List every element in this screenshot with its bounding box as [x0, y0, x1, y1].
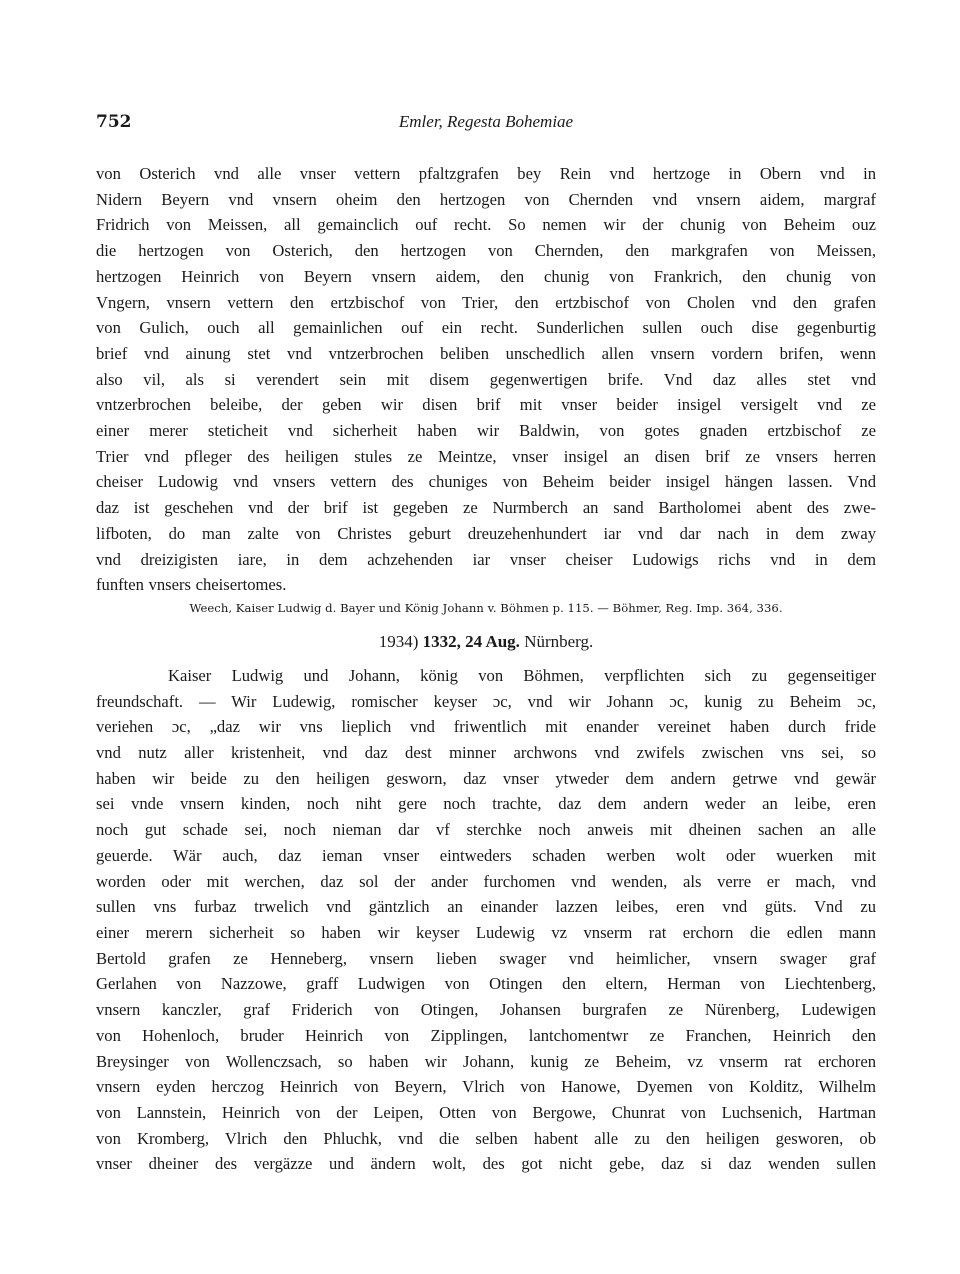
text-line: Bertold grafen ze Henneberg, vnsern lieben swager vnd heimlicher, vnsern swager graf: [96, 948, 876, 968]
running-head: [96, 112, 876, 142]
text-line: funften vnsers cheisertomes.: [96, 575, 287, 595]
text-line: die hertzogen von Osterich, den hertzogen von Chernden, den markgrafen von Meissen,: [96, 241, 876, 261]
text-line: von Kromberg, Vlrich den Phluchk, vnd die selben habent alle zu den heiligen gesworen, ob: [96, 1128, 876, 1148]
text-line: von Hohenloch, bruder Heinrich von Zipplingen, lantchomentwr ze Franchen, Heinrich den: [96, 1025, 876, 1045]
text-line: brief vnd ainung stet vnd vntzerbrochen beliben unschedlich allen vnsern vordern brifen, wenn: [96, 343, 876, 363]
text-line: einer merern sicherheit so haben wir keyser Ludewig vz vnserm rat erchorn die edlen mann: [96, 922, 876, 942]
text-line: vnd dreizigisten iare, in dem achzehenden iar vnser cheiser Ludowigs richs vnd in dem: [96, 549, 876, 569]
running-title: Emler, Regesta Bohemiae: [398, 112, 574, 131]
text-line: noch gut schade sei, noch nieman dar vf sterchke noch anweis mit dheinen sachen an alle: [96, 820, 876, 840]
text-line: veriehen ɔc, „daz wir vns lieplich vnd friwentlich mit enander vereinet haben durch fride: [96, 717, 876, 737]
text-line: von Osterich vnd alle vnser vettern pfaltzgrafen bey Rein vnd hertzoge in Obern vnd in: [96, 164, 876, 183]
text-line: also vil, als si verendert sein mit disem gegenwertigen brife. Vnd daz alles stet vnd: [96, 369, 876, 389]
text-line: vnsern kanczler, graf Friderich von Otingen, Johansen burgrafen ze Nürenberg, Ludewigen: [96, 1000, 876, 1020]
text-line: worden oder mit werchen, daz sol der ander furchomen vnd wenden, als verre er mach, vnd: [96, 871, 876, 891]
text-line: Fridrich von Meissen, all gemainclich ouf recht. So nemen wir der chunig von Beheim ouz: [96, 215, 876, 235]
text-line: Nidern Beyern vnd vnsern oheim den hertzogen von Chernden vnd vnsern aidem, margraf: [96, 189, 876, 209]
text-line: von Gulich, ouch all gemainlichen ouf ein recht. Sunderlichen sullen ouch dise gegenburtig: [96, 318, 876, 338]
text-line: haben wir beide zu den heiligen gesworn, daz vnser ytweder dem andern getrwe vnd gewär: [96, 768, 876, 788]
text-line: sullen vns furbaz trwelich vnd gäntzlich an einander lazzen leibes, eren vnd güts. Vnd zu: [96, 897, 876, 917]
text-line: einer merer steticheit vnd sicherheit haben wir Baldwin, von gotes gnaden ertzbischof ze: [96, 421, 876, 441]
entry-date: 1332, 24 Aug.: [422, 631, 520, 651]
text-line: Gerlahen von Nazzowe, graff Ludwigen von Otingen den eltern, Herman von Liechtenberg,: [96, 974, 876, 994]
entry-paragraph: [96, 663, 876, 1177]
page-number: 752: [96, 112, 132, 132]
text-line: cheiser Ludowig vnd vnsers vettern des chuniges von Beheim beider insigel hängen lassen. Vnd: [96, 472, 876, 492]
continuation-paragraph: [96, 161, 876, 598]
text-line: daz ist geschehen vnd der brif ist gegeben ze Nurmberch an sand Bartholomei abent des zwe-: [96, 498, 876, 518]
text-line: vnser dheiner des vergäzze und ändern wolt, des got nicht gebe, daz si daz wenden sullen: [96, 1154, 876, 1174]
text-line: hertzogen Heinrich von Beyern vnsern aidem, den chunig von Frankrich, den chunig von: [96, 266, 876, 286]
text-line: Breysinger von Wollenczsach, so haben wir Johann, kunig ze Beheim, vz vnserm rat erchoren: [96, 1051, 876, 1071]
entry-place: Nürnberg.: [524, 631, 594, 651]
text-line: Trier vnd pfleger des heiligen stules ze Meintze, vnser insigel an disen brif ze vnsers herren: [96, 446, 876, 466]
text-line: geuerde. Wär auch, daz ieman vnser eintweders schaden werben wolt oder wuerken mit: [96, 845, 876, 865]
text-line: freundschaft. — Wir Ludewig, romischer keyser ɔc, vnd wir Johann ɔc, kunig zu Beheim ɔc,: [96, 691, 876, 711]
text-line: von Lannstein, Heinrich von der Leipen, Otten von Bergowe, Chunrat von Luchsenich, Hartman: [96, 1102, 876, 1122]
citation: Weech, Kaiser Ludwig d. Bayer und König Johann v. Böhmen p. 115. — Böhmer, Reg. Imp. 364, 336.: [189, 600, 783, 615]
text-line: lifboten, do man zalte von Christes geburt dreuzehenhundert iar vnd dar nach in dem zway: [96, 523, 876, 543]
text-line: Kaiser Ludwig und Johann, könig von Böhmen, verpflichten sich zu gegenseitiger: [168, 665, 876, 685]
text-line: vnd nutz aller kristenheit, vnd daz dest minner archwons vnd zwifels zwischen vns sei, so: [96, 743, 876, 763]
text-line: vnsern eyden herczog Heinrich von Beyern, Vlrich von Hanowe, Dyemen von Kolditz, Wilhelm: [96, 1077, 876, 1097]
document-page: [96, 112, 876, 1177]
text-line: Vngern, vnsern vettern den ertzbischof von Trier, den ertzbischof von Cholen vnd den grafen: [96, 292, 876, 312]
entry-heading: [96, 632, 876, 652]
text-line: sei vnde vnsern kinden, noch niht gere noch trachte, daz dem andern weder an leibe, eren: [96, 794, 876, 814]
entry-number: 1934): [378, 631, 419, 651]
text-line: vntzerbrochen beleibe, der geben wir disen brif mit vnser beider insigel versigelt vnd ze: [96, 395, 876, 415]
